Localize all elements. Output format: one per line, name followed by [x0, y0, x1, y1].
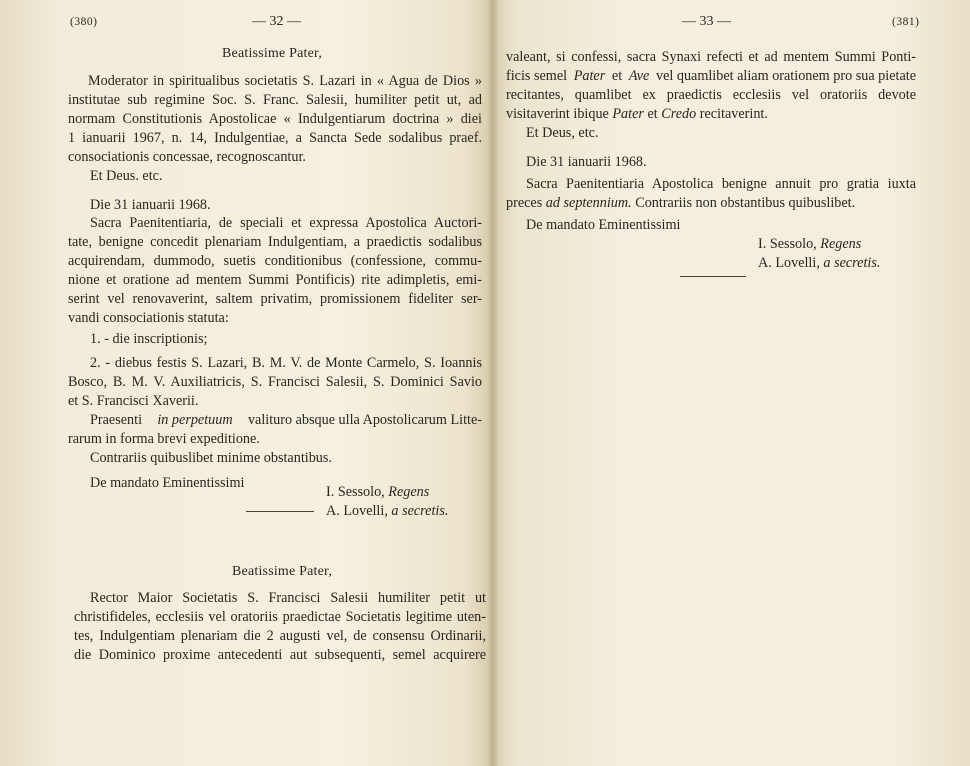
response-line [506, 194, 855, 213]
prayer-name: Credo [661, 106, 697, 122]
decree2-petition-line: Rector Maior Societatis S. Francisci Salesii humiliter petit ut [90, 590, 486, 606]
signature-name: I. Sessolo, [758, 236, 817, 252]
decree1-petition-line: Moderator in spiritualibus societatis S. Lazari in « Agua de Dios » [88, 73, 482, 89]
text-run: et [647, 106, 658, 122]
decree1-contrariis: Contrariis quibuslibet minime obstantibus. [90, 450, 332, 466]
signature-title: Regens [820, 236, 862, 252]
continuation-line: recitantes, quamlibet ex praedictis ecclesiis vel oratoriis devote [506, 87, 916, 103]
prayer-name: Pater [573, 68, 606, 84]
decree1-signature-1 [326, 483, 429, 502]
text-run: visitaverint ibique [506, 106, 609, 122]
text-run: et [611, 68, 623, 84]
right-page-number: — 33 — [682, 14, 731, 29]
decree1-response-line: nione et oratione ad mentem Summi Pontificis) rite adimpletis, emi- [68, 272, 482, 288]
date: Die 31 ianuarii 1968. [526, 154, 647, 170]
signature-name: I. Sessolo, [326, 484, 385, 500]
decree1-petition-line: institutae sub regimine Soc. S. Franc. Salesii, humiliter petit ut, ad [68, 92, 482, 108]
decree1-date: Die 31 ianuarii 1968. [90, 197, 211, 213]
right-folio: (381) [892, 16, 920, 28]
decree1-response-line: Sacra Paenitentiaria, de speciali et expressa Apostolica Auctori- [90, 215, 482, 231]
decree2-petition-line: die Dominico proxime antecedenti aut subsequenti, semel acquirere [74, 647, 486, 663]
signature-2 [758, 254, 880, 273]
praesenti-word: Praesenti [90, 412, 143, 428]
book-gutter [487, 0, 499, 766]
signature-name: A. Lovelli, [758, 255, 820, 271]
praesenti-rest: valituro absque ulla Apostolicarum Litte- [247, 412, 482, 428]
decree1-item-1: 1. - die inscriptionis; [90, 331, 208, 347]
prayer-name: Ave [628, 68, 650, 84]
mandato: De mandato Eminentissimi [526, 217, 681, 233]
section-divider [246, 511, 314, 512]
decree1-petition-line: consociationis concessae, recognoscantur. [68, 149, 306, 165]
decree1-item-2-line: Bosco, B. M. V. Auxiliatricis, S. Francisci Salesii, S. Dominici Savio [68, 374, 482, 390]
decree1-praesenti-line-2: rarum in forma brevi expeditione. [68, 431, 260, 447]
signature-title: a secretis. [391, 503, 449, 519]
continuation-line [506, 105, 768, 124]
signature-title: a secretis. [823, 255, 881, 271]
text-run: recitaverint. [699, 106, 768, 122]
decree1-response-line: acquirendam, dummodo, suetis conditionibus (confessione, commu- [68, 253, 482, 269]
decree1-response-line: tate, benigne concedit plenariam Indulgentiam, a praedictis sodalibus [68, 234, 482, 250]
continuation-line [506, 67, 916, 86]
response-line: Sacra Paenitentiaria Apostolica benigne annuit pro gratia iuxta [526, 176, 916, 192]
decree1-petition-line: normam Constitutionis Apostolicae « Indulgentiarum doctrina » diei [68, 111, 482, 127]
duration: ad septennium. [545, 195, 632, 211]
decree1-item-2-line: et S. Francisci Xaverii. [68, 393, 199, 409]
text-run: vel quamlibet aliam orationem pro sua pietate [655, 68, 916, 84]
decree1-salutation: Beatissime Pater, [222, 46, 323, 61]
decree1-petition-line: 1 ianuarii 1967, n. 14, Indulgentiae, a Sancta Sede sodalibus praef. [68, 130, 482, 146]
decree1-praesenti-line [90, 411, 482, 430]
signature-name: A. Lovelli, [326, 503, 388, 519]
section-divider [680, 276, 746, 277]
praesenti-italic: in perpetuum [157, 412, 233, 428]
decree1-signature-2 [326, 502, 448, 521]
signature-title: Regens [388, 484, 430, 500]
continuation-line: valeant, si confessi, sacra Synaxi refecti et ad mentem Summi Ponti- [506, 49, 916, 65]
prayer-name: Pater [612, 106, 644, 122]
right-page [492, 0, 970, 766]
signature-1 [758, 235, 861, 254]
decree2-petition-line: tes, Indulgentiam plenariam die 2 augusti vel, de consensu Ordinarii, [74, 628, 486, 644]
closing: Et Deus, etc. [526, 125, 599, 141]
decree1-response-line: serint vel renovaverint, saltem privatim, promissionem fideliter ser- [68, 291, 482, 307]
decree2-salutation: Beatissime Pater, [232, 564, 333, 579]
left-page-number: — 32 — [252, 14, 301, 29]
text-run: preces [506, 195, 543, 211]
decree2-petition-line: christifideles, ecclesiis vel oratoriis praedictae Societatis legitime uten- [74, 609, 486, 625]
text-run: Contrariis non obstantibus quibuslibet. [635, 195, 856, 211]
decree1-mandato: De mandato Eminentissimi [90, 475, 245, 491]
decree1-closing: Et Deus. etc. [90, 168, 163, 184]
left-folio: (380) [70, 16, 98, 28]
decree1-response-line: vandi consociationis statuta: [68, 310, 229, 326]
text-run: ficis semel [506, 68, 568, 84]
decree1-item-2-line: 2. - diebus festis S. Lazari, B. M. V. de Monte Carmelo, S. Ioannis [90, 355, 482, 371]
